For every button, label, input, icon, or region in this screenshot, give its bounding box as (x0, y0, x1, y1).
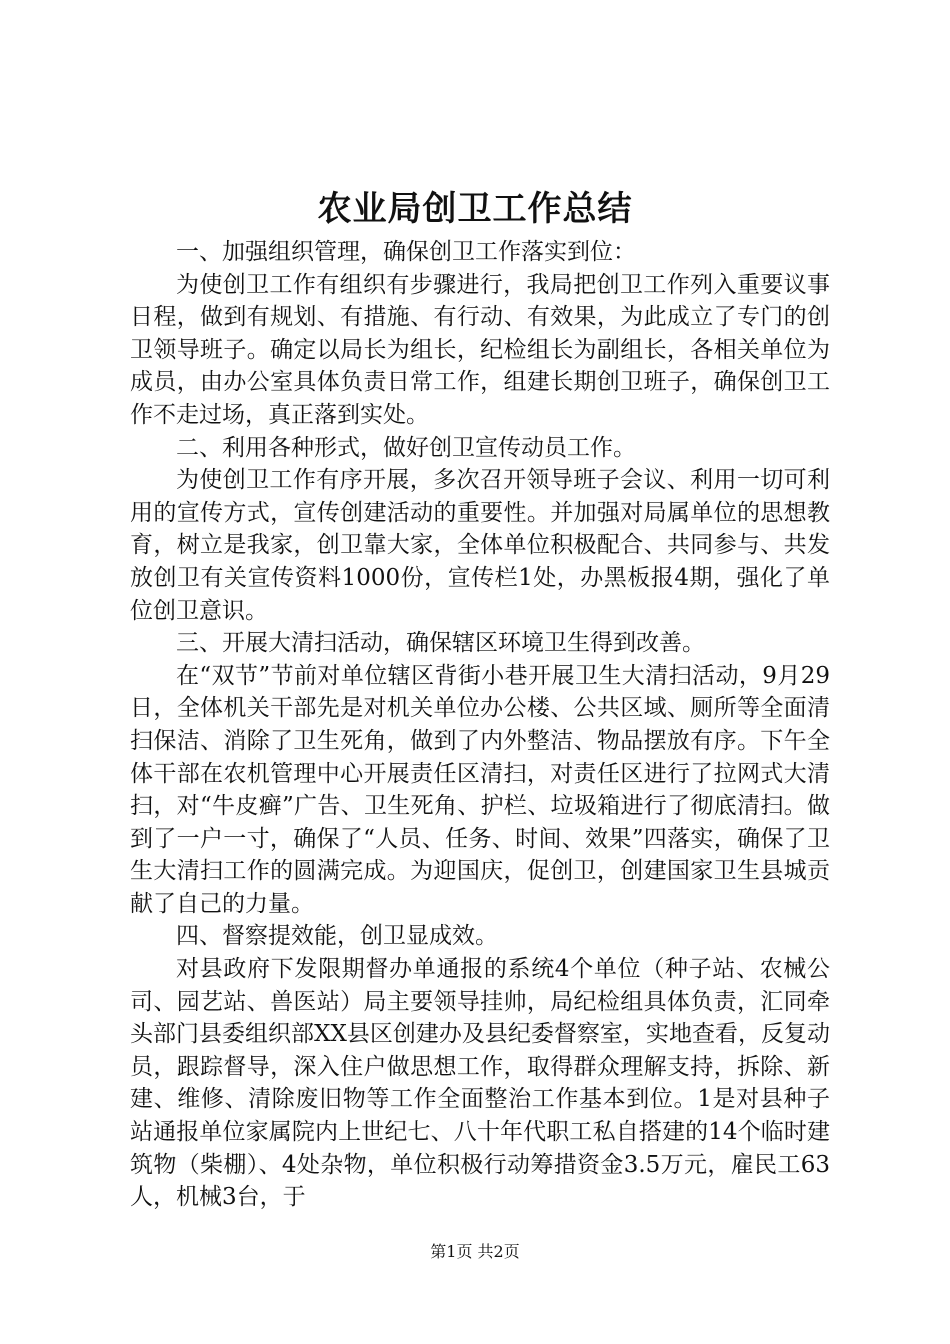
section-heading-2: 二、利用各种形式，做好创卫宣传动员工作。 (176, 434, 636, 461)
section-heading-1: 一、加强组织管理，确保创卫工作落实到位： (176, 239, 636, 265)
paragraph: 为使创卫工作有序开展，多次召开领导班子会议、利用一切可利用的宣传方式，宣传创建活动的重要性。并加强对局属单位的思想教育，树立是我家，创卫靠大家，全体单位积极配合、共同参与、共发放创卫有关宣传资料1000份，宣传栏1处，办黑板报4期，强化了单位创卫意识。 (130, 467, 830, 624)
paragraph: 在“双节”节前对单位辖区背街小巷开展卫生大清扫活动，9月29日，全体机关干部先是对机关单位办公楼、公共区域、厕所等全面清扫保洁、消除了卫生死角，做到了内外整洁、物品摆放有序。下午全体干部在农机管理中心开展责任区清扫，对责任区进行了拉网式大清扫，对“牛皮癣”广告、卫生死角、护栏、垃圾箱进行了彻底清扫。做到了一户一寸，确保了“人员、任务、时间、效果”四落实，确保了卫生大清扫工作的圆满完成。为迎国庆，促创卫，创建国家卫生县城贡献了自己的力量。 (130, 662, 830, 917)
section-heading-3: 三、开展大清扫活动，确保辖区环境卫生得到改善。 (176, 630, 705, 657)
document-body (130, 236, 830, 1214)
document-title: 农业局创卫工作总结 (317, 189, 633, 229)
paragraph: 对县政府下发限期督办单通报的系统4个单位（种子站、农械公司、园艺站、兽医站）局主要领导挂帅，局纪检组具体负责，汇同牵头部门县委组织部XX县区创建办及县纪委督察室，实地查看，反复动员，跟踪督导，深入住户做思想工作，取得群众理解支持，拆除、新建、维修、清除废旧物等工作全面整治工作基本到位。1是对县种子站通报单位家属院内上世纪七、八十年代职工私自搭建的14个临时建筑物（柴棚）、4处杂物，单位积极行动筹措资金3.5万元，雇民工63人，机械3台，于 (130, 956, 830, 1211)
section-heading-4: 四、督察提效能，创卫显成效。 (176, 923, 498, 950)
paragraph: 为使创卫工作有组织有步骤进行，我局把创卫工作列入重要议事日程，做到有规划、有措施、有行动、有效果，为此成立了专门的创卫领导班子。确定以局长为组长，纪检组长为副组长，各相关单位为成员，由办公室具体负责日常工作，组建长期创卫班子，确保创卫工作不走过场，真正落到实处。 (130, 271, 830, 428)
page-footer: 第1页 共2页 (430, 1242, 520, 1261)
